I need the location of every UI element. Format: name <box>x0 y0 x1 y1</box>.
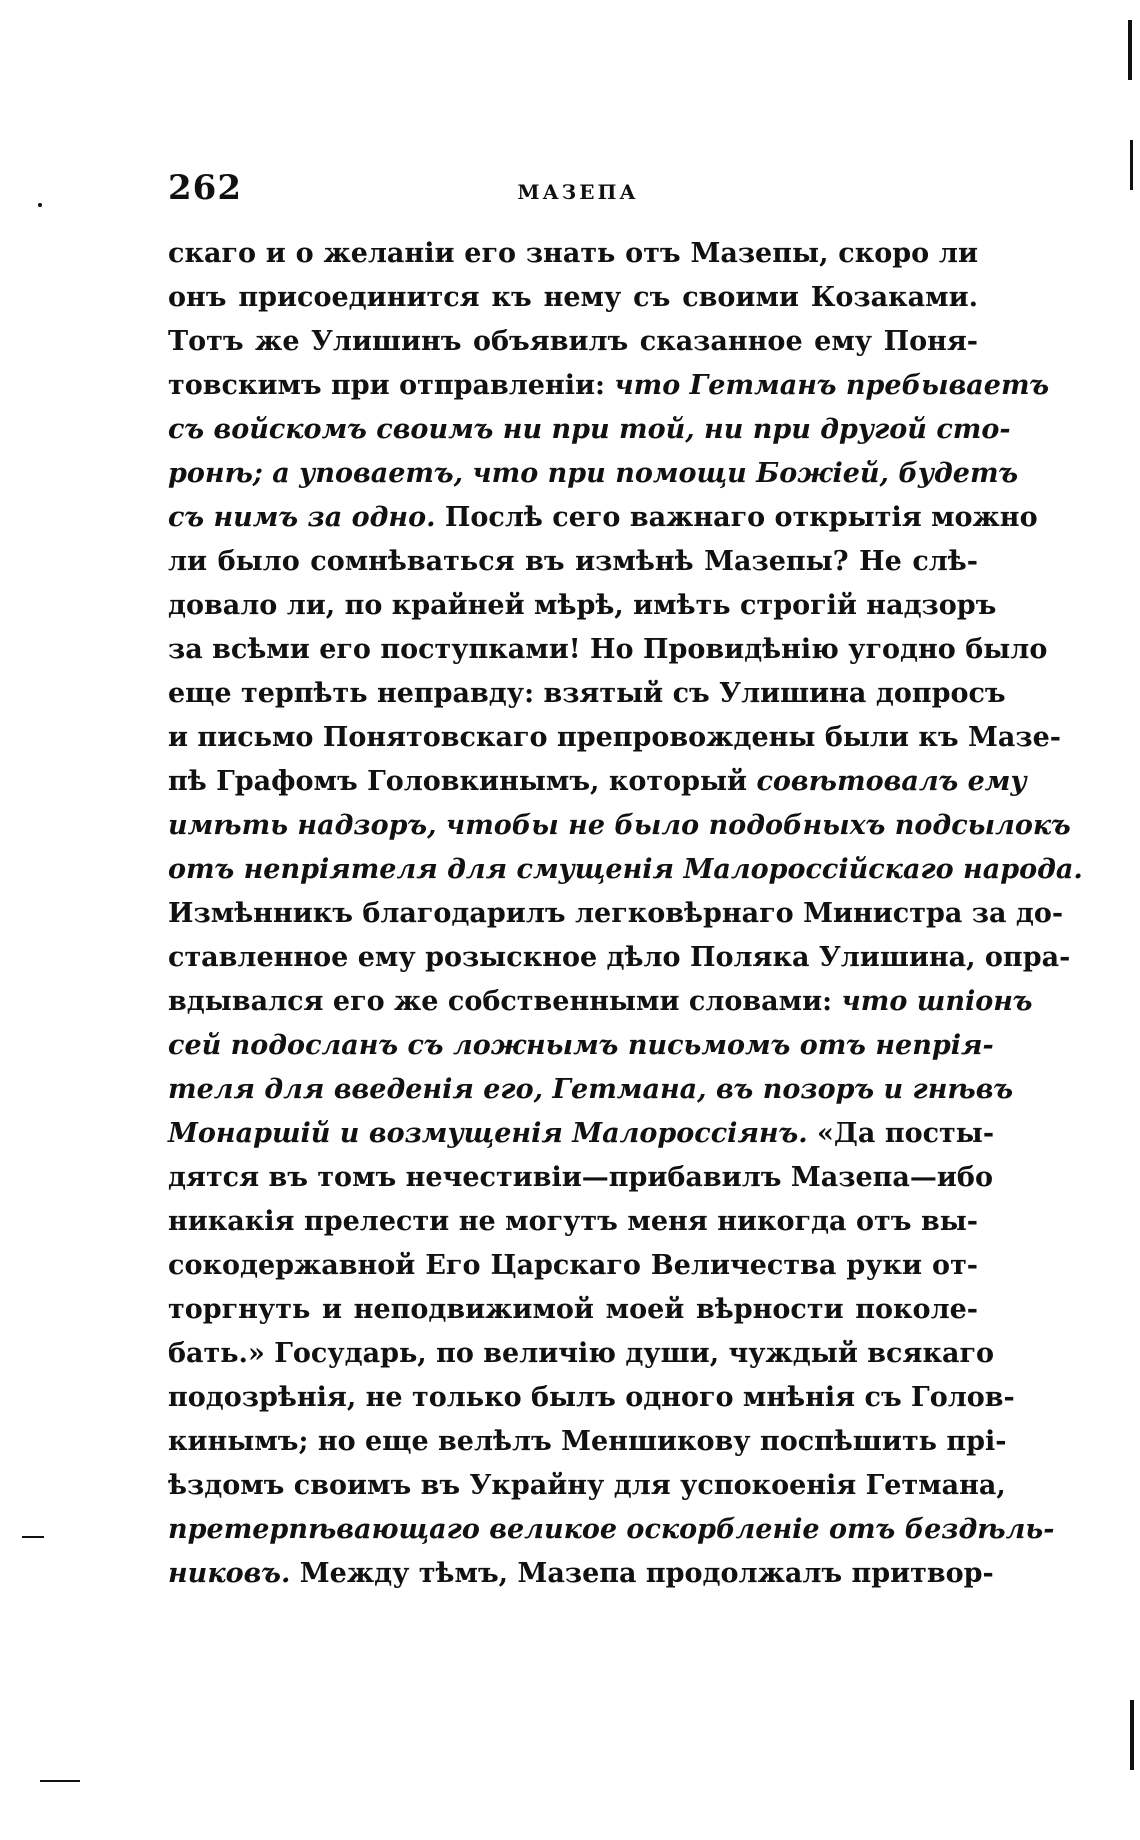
text-line <box>168 760 1027 804</box>
scan-mark <box>1130 140 1133 190</box>
page-number: 262 <box>168 168 242 208</box>
text-line <box>168 1288 978 1332</box>
text-line <box>168 716 1061 760</box>
page-header <box>168 168 978 208</box>
text-segment: ѣздомъ своимъ въ Украйну для успокоенія Гетмана, <box>168 1470 1006 1501</box>
text-line <box>168 848 1083 892</box>
italic-segment: отъ непріятеля для смущенія Малороссійскаго народа. <box>168 854 1083 885</box>
text-segment: бать.» Государь, по величію души, чуждый всякаго <box>168 1338 994 1369</box>
text-segment: Тотъ же Улишинъ объявилъ сказанное ему Поня- <box>168 326 978 357</box>
text-line <box>168 232 978 276</box>
scan-mark <box>38 203 42 207</box>
text-segment: скаго и о желаніи его знать отъ Мазепы, скоро ли <box>168 238 978 269</box>
text-line <box>168 1508 1055 1552</box>
text-line <box>168 1420 1007 1464</box>
text-line <box>168 628 1048 672</box>
italic-segment: сей подосланъ съ ложнымъ письмомъ отъ непрія- <box>168 1030 994 1061</box>
text-line <box>168 1068 1014 1112</box>
text-line <box>168 320 978 364</box>
italic-segment: совѣтовалъ ему <box>756 766 1027 797</box>
text-segment: еще терпѣть неправду: взятый съ Улишина допросъ <box>168 678 1006 709</box>
text-segment: товскимъ при отправленіи: <box>168 370 615 401</box>
scan-mark <box>40 1780 80 1782</box>
italic-segment: что Гетманъ пребываетъ <box>614 370 1050 401</box>
text-segment: дятся въ томъ нечестивіи—прибавилъ Мазепа—ибо <box>168 1162 993 1193</box>
text-line <box>168 408 1011 452</box>
text-segment: довало ли, по крайней мѣрѣ, имѣть строгій надзоръ <box>168 590 997 621</box>
text-segment: никакія прелести не могутъ меня никогда отъ вы- <box>168 1206 978 1237</box>
text-segment: вдывался его же собственными словами: <box>168 986 842 1017</box>
italic-segment: что шпіонъ <box>841 986 1033 1017</box>
text-segment: торгнуть и неподвижимой моей вѣрности поколе- <box>168 1294 978 1325</box>
scan-mark <box>1130 1700 1134 1770</box>
scan-mark <box>1128 20 1132 80</box>
text-line <box>168 1024 994 1068</box>
text-segment: сокодержавной Его Царскаго Величества руки от- <box>168 1250 978 1281</box>
text-segment: кинымъ; но еще велѣлъ Меншикову поспѣшить прі- <box>168 1426 1007 1457</box>
italic-segment: претерпѣвающаго великое оскорбленіе отъ бездѣль- <box>168 1514 1055 1545</box>
text-line <box>168 804 1071 848</box>
running-title: МАЗЕПА <box>517 180 639 204</box>
text-line <box>168 1552 994 1596</box>
italic-segment: имѣть надзоръ, чтобы не было подобныхъ подсылокъ <box>168 810 1071 841</box>
text-line <box>168 980 1033 1024</box>
text-line <box>168 584 997 628</box>
italic-segment: съ войскомъ своимъ ни при той, ни при другой сто- <box>168 414 1011 445</box>
text-segment: Между тѣмъ, Мазепа продолжалъ притвор- <box>299 1558 994 1589</box>
scan-mark <box>22 1536 44 1538</box>
text-line <box>168 364 1050 408</box>
text-line <box>168 1112 995 1156</box>
text-line <box>168 892 1064 936</box>
text-line <box>168 540 978 584</box>
text-segment: и письмо Понятовскаго препровождены были къ Мазе- <box>168 722 1061 753</box>
text-segment: Измѣнникъ благодарилъ легковѣрнаго Министра за до- <box>168 898 1064 929</box>
text-segment: ставленное ему розыскное дѣло Поляка Улишина, опра- <box>168 942 1071 973</box>
text-segment: ли было сомнѣваться въ измѣнѣ Мазепы? Не слѣ- <box>168 546 978 577</box>
italic-segment: съ нимъ за одно. <box>168 502 445 533</box>
text-line <box>168 1464 1006 1508</box>
text-line <box>168 1156 993 1200</box>
text-line <box>168 672 1006 716</box>
italic-segment: ронѣ; а уповаетъ, что при помощи Божіей, будетъ <box>168 458 1019 489</box>
italic-segment: никовъ. <box>168 1558 300 1589</box>
text-line <box>168 1376 1015 1420</box>
text-line <box>168 1244 978 1288</box>
text-segment: «Да посты- <box>817 1118 995 1149</box>
body-text <box>168 232 1083 1596</box>
italic-segment: теля для введенія его, Гетмана, въ позоръ и гнѣвъ <box>168 1074 1014 1105</box>
text-line <box>168 276 978 320</box>
text-segment: подозрѣнія, не только былъ одного мнѣнія съ Голов- <box>168 1382 1015 1413</box>
text-segment: онъ присоединится къ нему съ своими Козаками. <box>168 282 978 313</box>
text-line <box>168 1200 978 1244</box>
italic-segment: Монаршій и возмущенія Малороссіянъ. <box>168 1118 818 1149</box>
text-line <box>168 452 1019 496</box>
text-segment: пѣ Графомъ Головкинымъ, который <box>168 766 757 797</box>
text-segment: Послѣ сего важнаго открытія можно <box>444 502 1038 533</box>
text-segment: за всѣми его поступками! Но Провидѣнію угодно было <box>168 634 1048 665</box>
text-line <box>168 936 1071 980</box>
text-line <box>168 496 1038 540</box>
text-line <box>168 1332 994 1376</box>
